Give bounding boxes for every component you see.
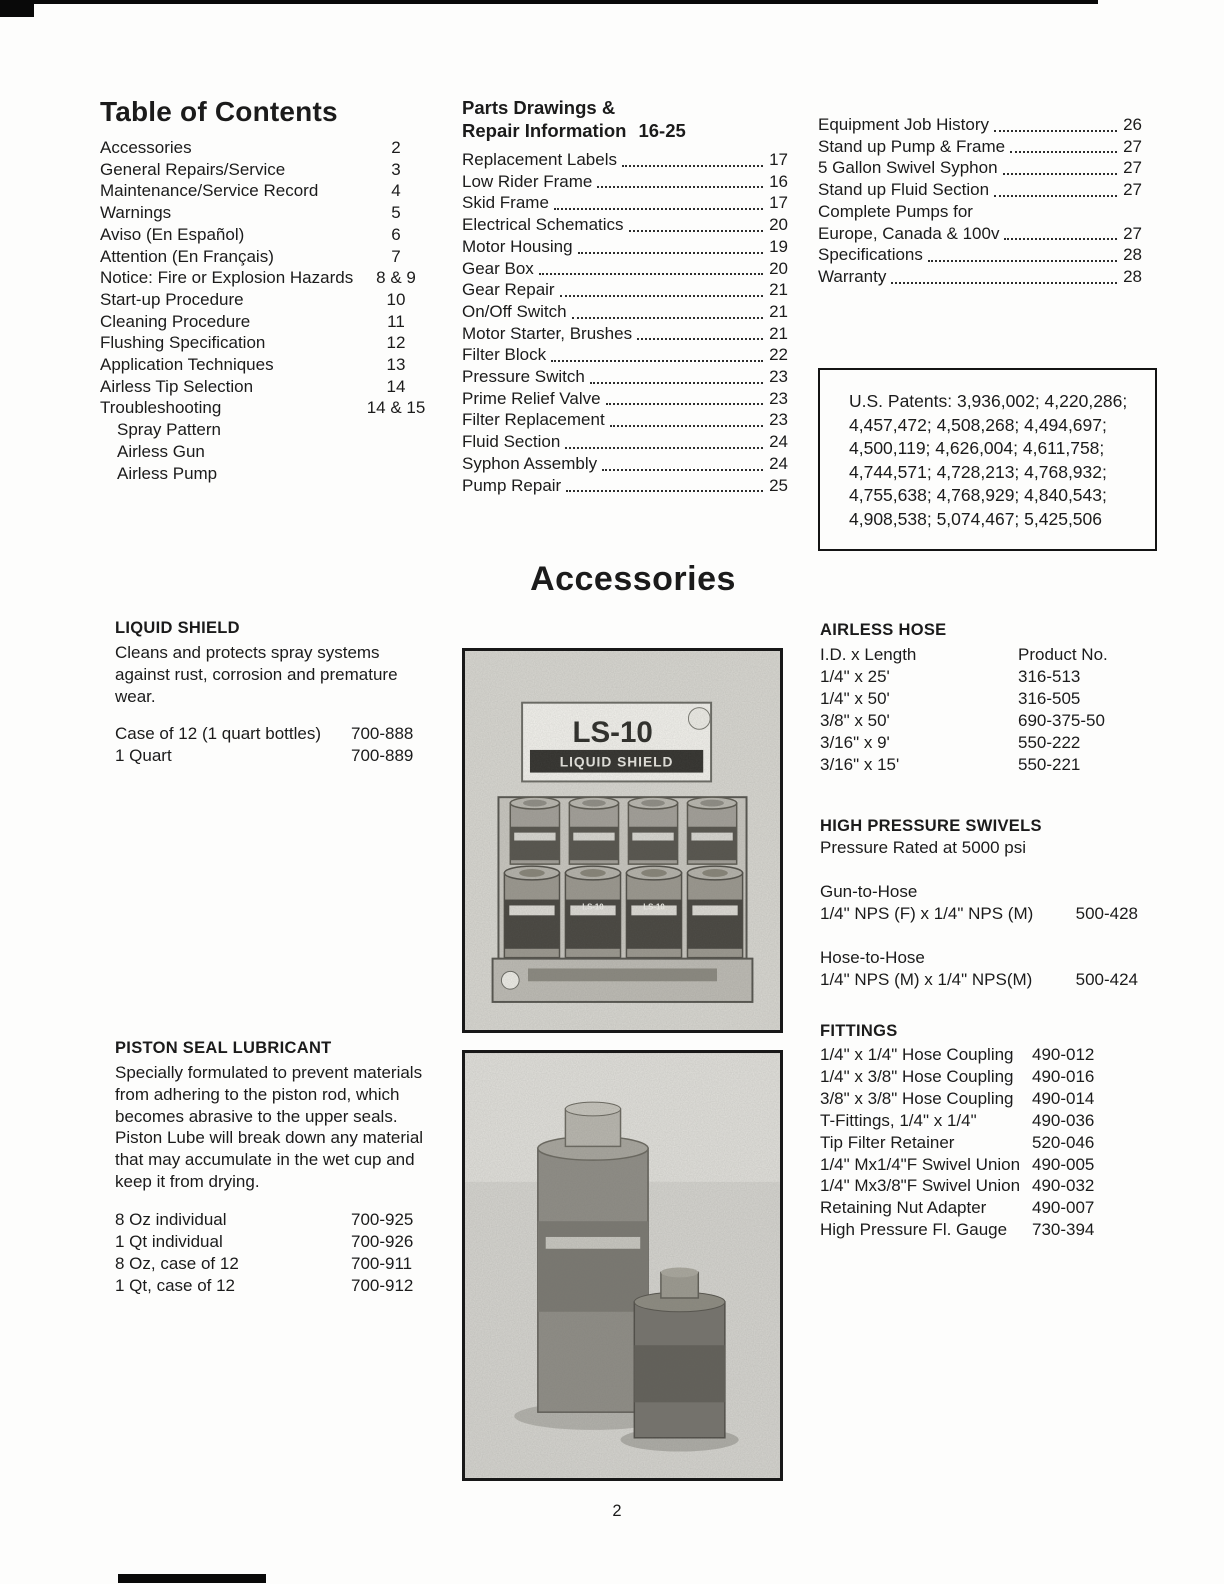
toc-third-column [818,114,1142,288]
parts-entry [462,431,788,453]
table-of-contents [100,96,432,484]
toc3-entry-label: 5 Gallon Swivel Syphon [818,158,998,178]
product-item-label: 1 Qt individual [115,1231,223,1251]
parts-entry [462,149,788,171]
hose-row-size: 3/8" x 50' [820,711,890,730]
airless-hose-rows [820,666,1144,776]
toc-entry [100,246,432,268]
hose-row [820,754,1144,776]
toc3-entry [818,179,1142,201]
parts-header-page-range: 16-25 [638,120,686,141]
swivel-group-title-text: Hose-to-Hose [820,948,925,967]
dot-leader [565,447,763,449]
swivel-product-number: 500-424 [1075,970,1138,989]
toc3-entry [818,244,1142,266]
patents-line [849,484,1141,508]
parts-entry-page: 22 [769,345,788,365]
toc3-entry-label: Specifications [818,245,923,265]
product-item-number: 700-925 [351,1209,414,1229]
fittings-heading: FITTINGS [820,1022,898,1040]
parts-entry-label: Filter Block [462,345,547,365]
fitting-row-label: High Pressure Fl. Gauge [820,1220,1008,1240]
patents-line-text: 4,500,119; 4,626,004; 4,611,758; [849,438,1105,458]
toc-entry-page: 4 [391,181,401,201]
patents-line [849,437,1141,461]
hose-row-size: 3/16" x 15' [820,755,900,774]
toc-entry-label: Application Techniques [100,355,274,375]
toc-sub-entries [100,419,432,484]
toc-main-entries [100,137,432,419]
toc3-entry-complete-pumps-line1 [818,201,1142,223]
parts-entry [462,236,788,258]
parts-entry-page: 17 [769,193,788,213]
toc3-entry-page: 27 [1123,223,1142,243]
toc-entry-page: 8 & 9 [376,268,416,288]
toc-sub-entry [100,441,432,463]
parts-entry-page: 19 [769,236,788,256]
patents-lines [849,390,1141,531]
toc-entry [100,137,432,159]
fitting-row-label: T-Fittings, 1/4" x 1/4" [820,1110,977,1130]
fitting-row [820,1197,1144,1219]
parts-entry-label: Gear Box [462,258,534,278]
parts-entry-page: 23 [769,388,788,408]
toc-sub-entry-label: Spray Pattern [117,420,221,440]
toc3-entry-page: 27 [1123,136,1142,156]
fitting-row-product-number: 490-016 [1032,1066,1095,1086]
patents-line-text: U.S. Patents: 3,936,002; 4,220,286; [849,391,1128,411]
airless-hose-heading: AIRLESS HOSE [820,621,947,639]
toc-entry [100,159,432,181]
fitting-row-product-number: 520-046 [1032,1132,1095,1152]
toc-entry-page: 14 [386,376,406,396]
toc3-entry-label: Europe, Canada & 100v [818,223,1000,243]
parts-entry-page: 21 [769,301,788,321]
parts-entry-page: 24 [769,432,788,452]
parts-entry-page: 21 [769,323,788,343]
hose-row-size: 1/4" x 25' [820,667,890,686]
swivel-group-title [820,947,1144,969]
parts-entry-label: Syphon Assembly [462,453,598,473]
parts-entry-label: Pressure Switch [462,367,585,387]
patents-line [849,414,1141,438]
dot-leader [551,360,763,362]
parts-drawings-section [462,96,788,496]
parts-entry [462,258,788,280]
fitting-row-product-number: 490-007 [1032,1198,1095,1218]
toc3-entry-complete-pumps-line2 [818,223,1142,245]
fitting-row-product-number: 490-032 [1032,1176,1095,1196]
fitting-row [820,1066,1144,1088]
fitting-row [820,1219,1144,1241]
toc-entry-label: Troubleshooting [100,398,222,418]
liquid-shield-description: Cleans and protects spray systems against rust, corrosion and premature wear. [115,643,398,706]
patents-line-text: 4,755,638; 4,768,929; 4,840,543; [849,485,1107,505]
hose-row [820,732,1144,754]
product-item-number: 700-926 [351,1231,414,1251]
fitting-row-label: 1/4" Mx3/8"F Swivel Union [820,1176,1021,1196]
parts-entry-page: 21 [769,280,788,300]
toc3-entry-label: Complete Pumps for [818,201,973,221]
fitting-row-label: Tip Filter Retainer [820,1132,955,1152]
product-item [115,1275,427,1297]
piston-seal-items [115,1209,427,1297]
accessories-right-column [820,620,1144,1241]
liquid-shield-items [115,723,427,767]
swivel-spec-label: 1/4" NPS (M) x 1/4" NPS(M) [820,970,1033,989]
fitting-row [820,1175,1144,1197]
parts-entry-label: Skid Frame [462,193,549,213]
toc-entry [100,289,432,311]
toc-entry-label: Aviso (En Español) [100,224,245,244]
dot-leader [578,252,763,254]
toc-entry-page: 7 [391,246,401,266]
swivels-subheading: Pressure Rated at 5000 psi [820,838,1027,857]
swivel-spec-label: 1/4" NPS (F) x 1/4" NPS (M) [820,904,1034,923]
dot-leader [1004,238,1117,240]
product-item-label: 1 Quart [115,746,172,766]
airless-hose-table-header [820,644,1144,666]
page-number: 2 [612,1502,622,1520]
hose-col-header-label: I.D. x Length [820,645,917,664]
parts-entry [462,344,788,366]
fitting-row [820,1110,1144,1132]
toc-entry [100,180,432,202]
piston-seal-description: Specially formulated to prevent materials from adhering to the piston rod, which becomes abrasive to the upper seals. Piston Lube will break down any material that may accumulate in the wet cup and keep it from drying. [115,1063,424,1191]
swivel-group-title [820,881,1144,903]
toc-entry [100,354,432,376]
hose-row [820,688,1144,710]
fitting-row [820,1154,1144,1176]
toc-sub-entry-label: Airless Gun [117,441,205,461]
toc3-entry-page: 28 [1123,245,1142,265]
parts-entry-page: 20 [769,258,788,278]
swivel-product-number: 500-428 [1075,904,1138,923]
product-item-number: 700-912 [351,1275,414,1295]
toc-entry-label: Flushing Specification [100,333,266,353]
scan-grain-overlay [465,1054,780,1477]
parts-header-line2-label: Repair Information [462,120,627,141]
dot-leader [994,130,1117,132]
scan-artifact-bottom-bar [118,1574,266,1583]
toc-entry-page: 11 [387,311,405,331]
parts-entry-page: 23 [769,410,788,430]
toc3-entry [818,157,1142,179]
toc-entry-page: 14 & 15 [366,398,426,418]
product-item-number: 700-911 [351,1253,413,1273]
parts-entry-label: On/Off Switch [462,301,567,321]
toc-entry-label: Airless Tip Selection [100,376,254,396]
toc3-entry [818,266,1142,288]
patents-line [849,461,1141,485]
toc3-entry [818,136,1142,158]
parts-entry-label: Motor Housing [462,236,573,256]
piston-seal-lubricant-block [115,1038,427,1297]
parts-entries [462,149,788,496]
parts-entry-page: 20 [769,215,788,235]
parts-entry [462,475,788,497]
dot-leader [560,295,763,297]
fitting-row-product-number: 490-036 [1032,1110,1095,1130]
toc3-entry-label: Warranty [818,266,887,286]
airless-hose-block [820,620,1144,776]
dot-leader [629,230,763,232]
toc-sub-entry [100,463,432,485]
hose-row-product-number: 550-221 [1018,755,1081,774]
product-item-label: 1 Qt, case of 12 [115,1275,236,1295]
parts-entry-label: Pump Repair [462,475,562,495]
fitting-row [820,1132,1144,1154]
product-item-label: 8 Oz individual [115,1209,227,1229]
parts-entry [462,388,788,410]
toc-entry-page: 5 [391,203,401,223]
patents-line [849,390,1141,414]
hose-row-product-number: 550-222 [1018,733,1081,752]
hose-row-product-number: 316-505 [1018,689,1081,708]
product-item-number: 700-889 [351,746,414,766]
dot-leader [1003,173,1117,175]
toc3-entries-bottom [818,244,1142,287]
hose-row [820,710,1144,732]
hose-row-product-number: 690-375-50 [1018,711,1105,730]
toc3-entry-page: 26 [1123,115,1142,134]
fitting-row-product-number: 490-005 [1032,1154,1095,1174]
toc-entry [100,376,432,398]
toc-entry [100,397,432,419]
toc3-entry [818,114,1142,136]
product-item-label: 8 Oz, case of 12 [115,1253,239,1273]
hose-row-size: 3/16" x 9' [820,733,890,752]
hose-col-header-product: Product No. [1018,645,1108,664]
product-item-number: 700-888 [351,724,414,744]
fitting-row-label: 1/4" x 1/4" Hose Coupling [820,1045,1014,1064]
dot-leader [572,317,763,319]
toc-entry-label: General Repairs/Service [100,159,286,179]
toc-entry-label: Maintenance/Service Record [100,181,319,201]
piston-seal-heading: PISTON SEAL LUBRICANT [115,1039,332,1057]
toc-entry-page: 12 [386,333,406,353]
fitting-row-product-number: 490-014 [1032,1088,1095,1108]
dot-leader [1010,151,1117,153]
product-item [115,723,427,745]
toc3-entry-page: 27 [1123,158,1142,178]
toc-entry [100,267,432,289]
high-pressure-swivels-block [820,816,1144,991]
parts-entry [462,323,788,345]
toc-entry-page: 6 [391,224,401,244]
fitting-row-label: 1/4" Mx1/4"F Swivel Union [820,1154,1021,1174]
dot-leader [637,338,763,340]
swivels-heading: HIGH PRESSURE SWIVELS [820,817,1042,835]
parts-entry [462,214,788,236]
toc3-entry-page: 28 [1123,266,1142,286]
product-item-label: Case of 12 (1 quart bottles) [115,724,322,744]
toc-entry-page: 3 [391,159,401,179]
toc3-entry-label: Equipment Job History [818,115,990,134]
toc-entry [100,224,432,246]
parts-entry-label: Prime Relief Valve [462,388,601,408]
toc-entry-label: Attention (En Français) [100,246,274,266]
liquid-shield-heading: LIQUID SHIELD [115,619,240,637]
product-item [115,1253,427,1275]
fitting-row-product-number: 490-012 [1032,1045,1095,1064]
dot-leader [566,490,763,492]
hose-row-size: 1/4" x 50' [820,689,890,708]
toc-sub-entry-label: Airless Pump [117,463,218,483]
swivel-spec-row [820,969,1138,991]
patents-line-text: 4,908,538; 5,074,467; 5,425,506 [849,508,1103,529]
dot-leader [928,260,1117,262]
parts-entry-label: Motor Starter, Brushes [462,323,633,343]
parts-header-line1: Parts Drawings & [462,97,616,118]
accessories-title: Accessories [530,560,736,598]
toc-entry [100,311,432,333]
dot-leader [554,208,763,210]
parts-entry-label: Electrical Schematics [462,215,624,235]
swivel-groups [820,881,1144,991]
fittings-rows [820,1044,1144,1241]
parts-entry-label: Filter Replacement [462,410,605,430]
product-item [115,1231,427,1253]
toc-entry-page: 13 [386,355,406,375]
parts-entry-page: 25 [769,475,788,495]
toc3-entry-label: Stand up Pump & Frame [818,136,1006,156]
toc3-entries-top [818,114,1142,201]
parts-entry [462,453,788,475]
liquid-shield-block [115,618,427,767]
fitting-row [820,1088,1144,1110]
patents-line-text: 4,457,472; 4,508,268; 4,494,697; [849,414,1107,435]
toc-entry-page: 2 [391,138,401,157]
toc-title: Table of Contents [100,96,338,127]
swivel-group-title-text: Gun-to-Hose [820,882,918,901]
toc-entry-label: Notice: Fire or Explosion Hazards [100,268,354,288]
liquid-shield-display-photo [462,648,783,1033]
fitting-row [820,1044,1144,1066]
dot-leader [891,282,1117,284]
parts-entry [462,366,788,388]
dot-leader [622,165,763,167]
toc3-entry-label: Stand up Fluid Section [818,180,990,200]
parts-entry [462,409,788,431]
patents-line-text: 4,744,571; 4,728,213; 4,768,932; [849,461,1107,482]
hose-row [820,666,1144,688]
patents-box [818,368,1157,551]
fitting-row-label: 1/4" x 3/8" Hose Coupling [820,1066,1014,1086]
scan-grain-overlay [465,652,780,1030]
toc-entry-label: Warnings [100,203,172,223]
parts-entry-label: Low Rider Frame [462,171,593,191]
fitting-row-product-number: 730-394 [1032,1220,1095,1240]
parts-entry-page: 17 [769,150,788,169]
scan-artifact-corner [0,0,34,17]
parts-entry [462,279,788,301]
parts-entry-label: Fluid Section [462,432,561,452]
parts-entry [462,301,788,323]
dot-leader [597,186,763,188]
toc-entry-label: Accessories [100,138,192,157]
piston-seal-photo-graphic [465,1053,780,1478]
toc-entry [100,332,432,354]
swivel-group [820,947,1144,991]
dot-leader [610,425,763,427]
swivel-spec-row [820,903,1138,925]
fitting-row-label: 3/8" x 3/8" Hose Coupling [820,1088,1014,1108]
parts-header-line2 [462,119,788,142]
fitting-row-label: Retaining Nut Adapter [820,1198,987,1218]
parts-entry-label: Replacement Labels [462,150,617,169]
toc-entry-page: 10 [386,289,406,309]
dot-leader [602,469,763,471]
dot-leader [606,403,763,405]
parts-entry [462,171,788,193]
toc-sub-entry [100,419,432,441]
toc-entry [100,202,432,224]
toc-entry-label: Start-up Procedure [100,289,244,309]
liquid-shield-photo-graphic [465,651,780,1030]
parts-entry-page: 23 [769,367,788,387]
fittings-block [820,1021,1144,1241]
parts-entry-page: 24 [769,453,788,473]
dot-leader [590,382,763,384]
product-item [115,1209,427,1231]
dot-leader [539,273,763,275]
parts-section-header [462,96,788,142]
parts-entry-label: Gear Repair [462,280,555,300]
hose-row-product-number: 316-513 [1018,667,1081,686]
toc-entry-label: Cleaning Procedure [100,311,251,331]
parts-entry-page: 16 [769,171,788,191]
patents-line [849,508,1141,532]
scan-artifact-top-line [28,0,1098,4]
swivel-group [820,881,1144,925]
parts-entry [462,192,788,214]
dot-leader [994,195,1117,197]
product-item [115,745,427,767]
toc3-entry-page: 27 [1123,180,1142,200]
piston-seal-lubricant-photo [462,1050,783,1481]
